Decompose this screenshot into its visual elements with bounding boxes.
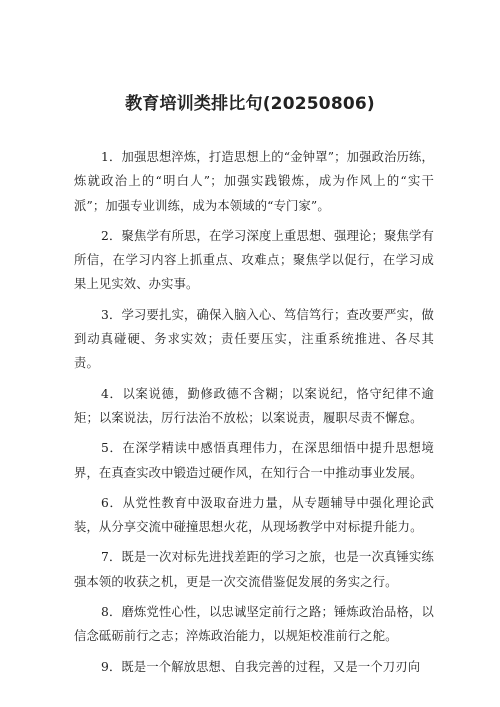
- paragraph-1: 1．加强思想淬炼，打造思想上的“金钟罩”；加强政治历练，炼就政治上的“明白人”；加强实践锻炼，成为作风上的“实干派”；加强专业训练，成为本领域的“专门家”。: [74, 150, 434, 213]
- paragraph-3: 3．学习要扎实，确保入脑入心、笃信笃行；查改要严实，做到动真碰硬、务求实效；责任要压实，注重系统推进、各尽其责。: [74, 307, 434, 371]
- document-title: 教育培训类排比句(20250806): [125, 94, 375, 114]
- paragraph-5: 5．在深学精读中感悟真理伟力，在深思细悟中提升思想境界，在真查实改中锻造过硬作风，在知行合一中推动事业发展。: [74, 441, 434, 480]
- paragraph-7: 7．既是一次对标先进找差距的学习之旅，也是一次真锤实练强本领的收获之机，更是一次交流借鉴促发展的务实之行。: [74, 550, 434, 589]
- document-body: [74, 145, 434, 685]
- paragraph-9: 9．既是一个解放思想、自我完善的过程，又是一个刀刃向: [101, 659, 421, 674]
- paragraph-8: 8．磨炼党性心性，以忠诚坚定前行之路；锤炼政治品格，以信念砥砺前行之志；淬炼政治能力，以规矩校准前行之舵。: [74, 605, 434, 644]
- paragraph-6: 6．从党性教育中汲取奋进力量，从专题辅导中强化理论武装，从分享交流中碰撞思想火花，从现场教学中对标提升能力。: [74, 495, 434, 535]
- paragraph-4: 4．以案说德，勤修政德不含糊；以案说纪，恪守纪律不逾矩；以案说法，厉行法治不放松；以案说责，履职尽责不懈怠。: [74, 386, 434, 425]
- paragraph-2: 2．聚焦学有所思，在学习深度上重思想、强理论；聚焦学有所信，在学习内容上抓重点、攻难点；聚焦学以促行，在学习成果上见实效、办实事。: [74, 228, 434, 292]
